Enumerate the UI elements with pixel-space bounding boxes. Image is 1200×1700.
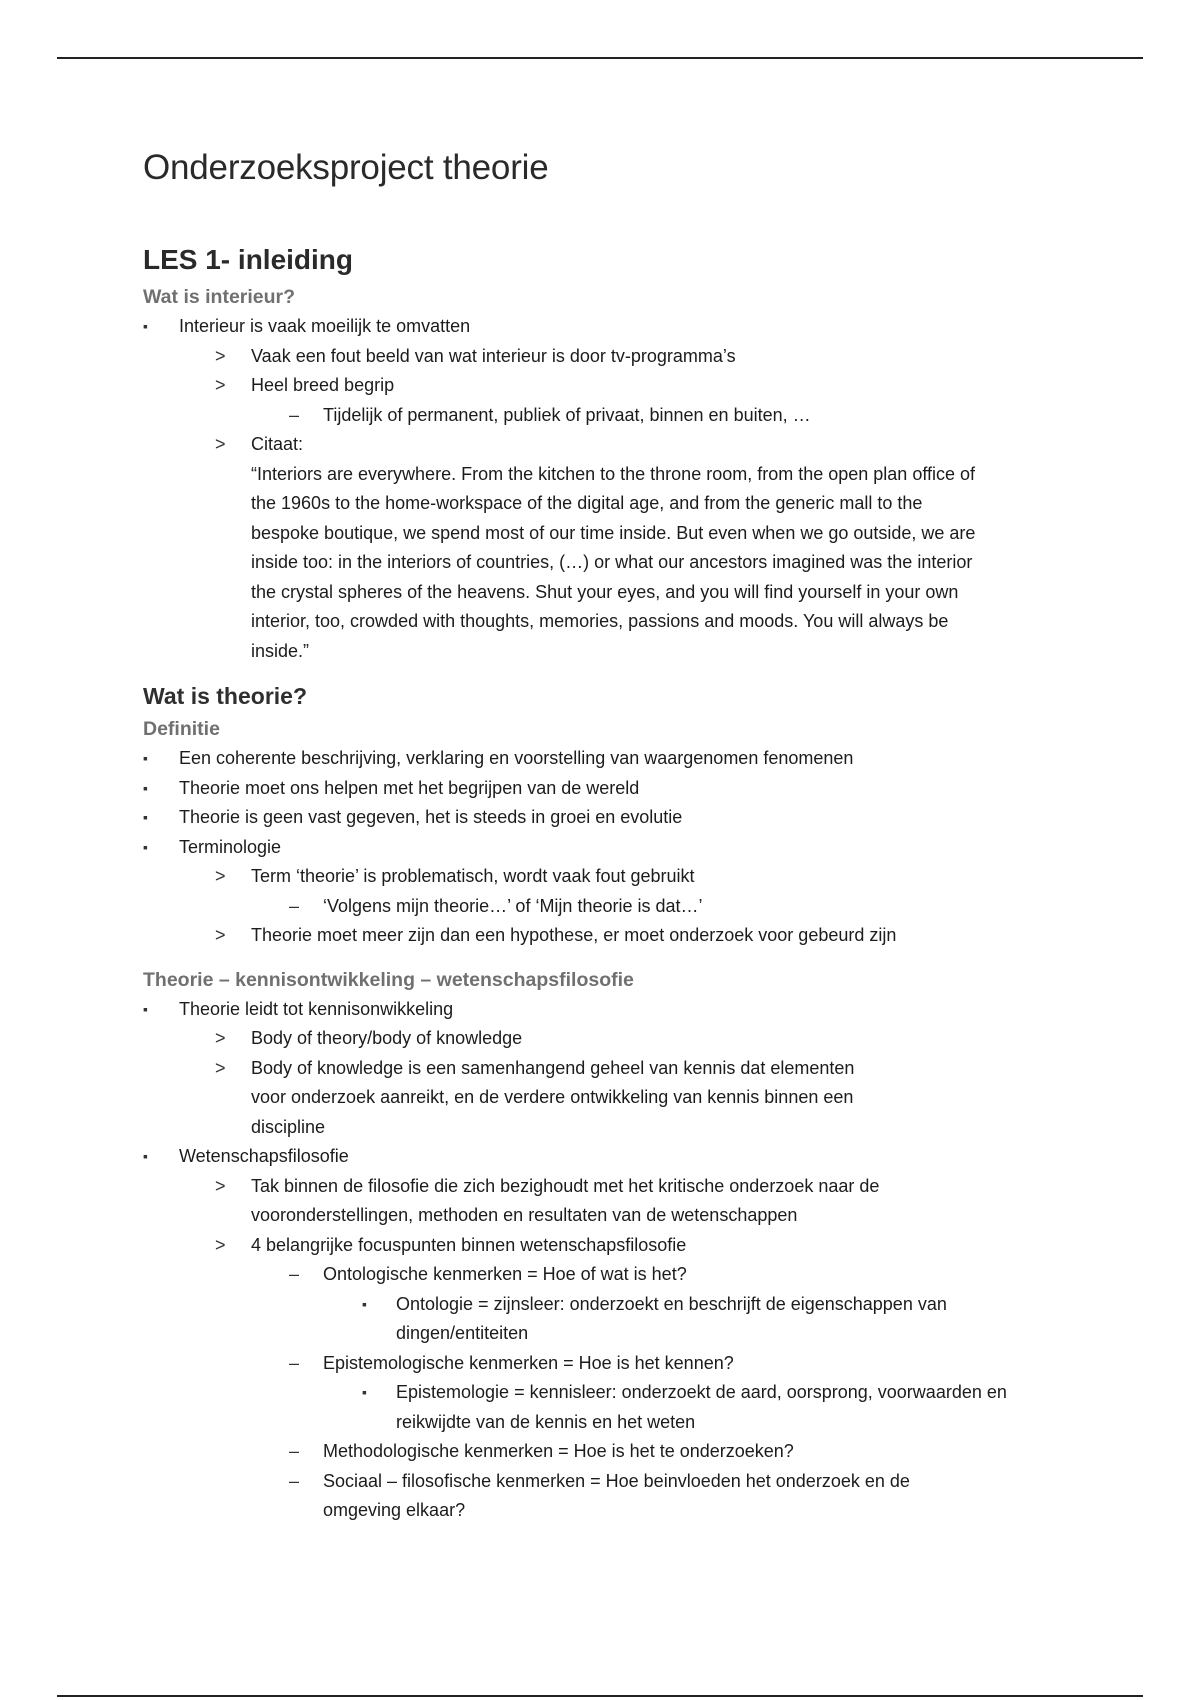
heading-les1: LES 1- inleiding (143, 244, 354, 275)
list-item: > Term ‘theorie’ is problematisch, wordt vaak fout gebruikt (143, 862, 1103, 892)
list-item: ▪ Theorie moet ons helpen met het begrijpen van de wereld (143, 774, 1103, 804)
arrow-icon: > (215, 866, 226, 886)
footer-rule (57, 1695, 1143, 1697)
arrow-icon: > (215, 1057, 226, 1078)
bullet-icon: ▪ (143, 809, 148, 825)
dot-icon: ▪ (362, 1295, 367, 1312)
heading-definitie: Definitie (143, 718, 220, 740)
arrow-icon: > (215, 925, 226, 945)
list-item: – Methodologische kenmerken = Hoe is het te onderzoeken? (143, 1437, 1103, 1467)
dot-icon: ▪ (362, 1384, 367, 1400)
heading-kennisontwikkeling: Theorie – kennisontwikkeling – wetenschapsfilosofie (143, 968, 634, 991)
list-item: – Epistemologische kenmerken = Hoe is het kennen? (143, 1349, 1103, 1379)
list-item: ▪ Epistemologie = kennisleer: onderzoekt de aard, oorsprong, voorwaarden en reikwijdte van de kennis en het weten (143, 1378, 1076, 1437)
bullet-icon: ▪ (143, 1000, 148, 1017)
list-item: ▪ Theorie is geen vast gegeven, het is steeds in groei en evolutie (143, 803, 1103, 833)
quote-text: “Interiors are everywhere. From the kitchen to the throne room, from the open plan office of the 1960s to the home-workspace of the digital age, and from the generic mall to the bespoke boutique, we spend most of our time inside. But even when we go outside, we are inside too: in the interiors of countries, (…) or what our ancestors imagined was the interior the crystal spheres of the heavens. Shut your eyes, and you will find yourself in your own interior, too, crowded with thoughts, memories, passions and moods. You will always be inside.” (251, 463, 976, 661)
list-item: – ‘Volgens mijn theorie…’ of ‘Mijn theorie is dat…’ (143, 892, 1103, 922)
heading-wat-is-theorie: Wat is theorie? (143, 683, 307, 709)
dash-icon: – (289, 404, 300, 425)
arrow-icon: > (215, 1028, 226, 1048)
list-item: > Body of theory/body of knowledge (143, 1024, 1103, 1054)
arrow-icon: > (215, 1175, 226, 1196)
document-title: Onderzoeksproject theorie (143, 148, 549, 187)
list-item: ▪ Een coherente beschrijving, verklaring en voorstelling van waargenomen fenomenen (143, 744, 1103, 774)
dash-icon: – (289, 1441, 300, 1461)
list-item: > Vaak een fout beeld van wat interieur is door tv-programma’s (143, 342, 1103, 372)
list-item: ▪ Theorie leidt tot kennisonwikkeling (143, 995, 1103, 1025)
bullet-icon: ▪ (143, 1148, 148, 1164)
list-definitie (143, 744, 1103, 951)
list-item: > 4 belangrijke focuspunten binnen wetenschapsfilosofie (143, 1231, 1103, 1261)
list-item: > Theorie moet meer zijn dan een hypothese, er moet onderzoek voor gebeurd zijn (143, 921, 1103, 951)
dash-icon: – (289, 1352, 300, 1373)
list-item: ▪ Wetenschapsfilosofie (143, 1142, 1103, 1172)
list-item: ▪ Terminologie (143, 833, 1103, 863)
list-item: > Heel breed begrip (143, 371, 1103, 401)
dash-icon: – (289, 895, 300, 916)
list-item: – Sociaal – filosofische kenmerken = Hoe beinvloeden het onderzoek en de omgeving elkaar? (143, 1467, 973, 1526)
arrow-icon: > (215, 375, 226, 395)
list-item: ▪ Ontologie = zijnsleer: onderzoekt en beschrijft de eigenschappen van dingen/entiteiten (143, 1290, 1026, 1349)
arrow-icon: > (215, 345, 226, 366)
dash-icon: – (289, 1470, 300, 1491)
heading-wat-is-interieur: Wat is interieur? (143, 286, 296, 308)
document-page (143, 140, 1103, 1526)
list-item: > Citaat: “Interiors are everywhere. From the kitchen to the throne room, from the open plan office of the 1960s to the home-workspace of the digital age, and from the generic mall to the bespoke boutique, we spend most of our time inside. But even when we go outside, we are inside too: in the interiors of countries, (…) or what our ancestors imagined was the interior the crystal spheres of the heavens. Shut your eyes, and you will find yourself in your own interior, too, crowded with thoughts, memories, passions and moods. You will always be inside.” (143, 430, 1103, 666)
list-item: – Tijdelijk of permanent, publiek of privaat, binnen en buiten, … (143, 401, 1103, 431)
list-item: – Ontologische kenmerken = Hoe of wat is het? (143, 1260, 1103, 1290)
arrow-icon: > (215, 434, 226, 454)
dash-icon: – (289, 1264, 300, 1284)
list-item: > Body of knowledge is een samenhangend geheel van kennis dat elementen voor onderzoek aanreikt, en de verdere ontwikkeling van kennis binnen een discipline (143, 1054, 891, 1143)
header-rule (57, 57, 1143, 59)
list-interieur (143, 312, 1103, 666)
list-kennis (143, 995, 1103, 1526)
bullet-icon: ▪ (143, 779, 148, 796)
list-item: > Tak binnen de filosofie die zich bezighoudt met het kritische onderzoek naar de vooronderstellingen, methoden en resultaten van de wetenschappen (143, 1172, 891, 1231)
list-item: ▪ Interieur is vaak moeilijk te omvatten (143, 312, 1103, 342)
bullet-icon: ▪ (143, 838, 148, 855)
bullet-icon: ▪ (143, 750, 148, 766)
arrow-icon: > (215, 1234, 226, 1255)
bullet-icon: ▪ (143, 318, 148, 334)
